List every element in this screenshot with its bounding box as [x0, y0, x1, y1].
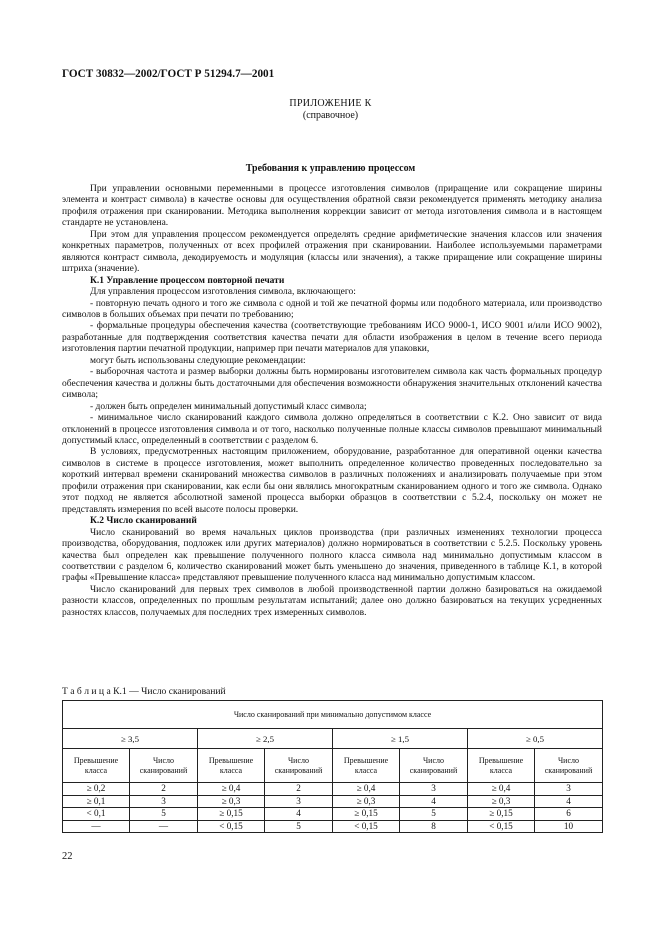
list-item: - должен быть определен минимальный допустимый класс символа; [90, 401, 367, 412]
column-header: Число сканирований [400, 749, 468, 783]
column-header: Число сканирований [265, 749, 333, 783]
table-cell: < 0,15 [468, 820, 535, 833]
column-header: Превышение класса [333, 749, 400, 783]
table-cell: 3 [400, 783, 468, 796]
column-header: Число сканирований [535, 749, 603, 783]
paragraph: Число сканирований для первых трех символов в любой производственной партии должно базироваться на ожидаемой разности классов, определенных по прошлым результатам испытаний; далее оно должно базироваться на текущих усредненных разностях классов, получаемых для последних трех измеренных символов. [62, 584, 602, 618]
paragraph: В условиях, предусмотренных настоящим приложением, оборудование, разработанное для оперативной оценки качества символов в системе в процессе изготовления, может выполнить определенное количество проведенных последовательно за короткий интервал времени сканирований множества символов в различных положениях и анализировать получаемые при этом профили отражения при сканировании, как если бы они являлись многократным сканированием одного и того же символа. Однако этот подход не является абсолютной заменой процесса выборки образцов в соответствии с 5.2.4, поскольку он может не представлять измерения по всей высоте полосы проверки. [62, 447, 602, 515]
table-cell: 8 [400, 820, 468, 833]
table-cell: 5 [130, 808, 198, 821]
group-header: ≥ 3,5 [63, 729, 198, 749]
paragraph: Для управления процессом изготовления символа, включающего: [90, 287, 356, 298]
table-cell: ≥ 0,3 [333, 795, 400, 808]
section-title: Требования к управлению процессом [245, 163, 416, 174]
document-header: ГОСТ 30832—2002/ГОСТ Р 51294.7—2001 [62, 68, 275, 80]
column-header: Превышение класса [198, 749, 265, 783]
table-cell: 2 [265, 783, 333, 796]
paragraph: При управлении основными переменными в процессе изготовления символов (приращение или сокращение ширины элемента и контраст символа) в качестве основы для осуществления обратной связи рекомендуется применять методику анализа профиля отражения при сканировании. Методика выполнения коррекции зависит от метода изготовления символа и в настоящем стандарте не установлена. [62, 184, 602, 229]
table-row [63, 795, 603, 808]
table-cell: < 0,1 [63, 808, 130, 821]
table-row [63, 783, 603, 796]
table-cell: ≥ 0,4 [468, 783, 535, 796]
table-row [63, 820, 603, 833]
table-cell: — [63, 820, 130, 833]
table-cell: < 0,15 [198, 820, 265, 833]
subsection-heading-k2: К.2 Число сканирований [90, 516, 197, 527]
body-text [62, 184, 602, 619]
list-item: - повторную печать одного и того же символа с одной и той же печатной формы или подобного материала, или производство символов в больших объемах при печати по требованию; [62, 298, 602, 320]
subsection-heading-k1: К.1 Управление процессом повторной печати [90, 275, 285, 286]
table-caption: Т а б л и ц а К.1 — Число сканирований [62, 686, 226, 697]
table-cell: ≥ 0,4 [333, 783, 400, 796]
table-cell: ≥ 0,3 [468, 795, 535, 808]
table-cell: ≥ 0,15 [198, 808, 265, 821]
table-cell: 3 [265, 795, 333, 808]
table-cell: ≥ 0,1 [63, 795, 130, 808]
scans-table [62, 700, 603, 833]
table-cell: < 0,15 [333, 820, 400, 833]
table-cell: 5 [400, 808, 468, 821]
column-header: Число сканирований [130, 749, 198, 783]
paragraph: Число сканирований во время начальных циклов производства (при различных изменениях технологии процесса производства, оборудования, подложек или других материалов) должно нормироваться в соответствии с 5.2.5. Поскольку уровень качества был определен как превышение полученного полного класса символа над минимально допустимым классом в соответствии с разделом 6, количество сканирований может быть уменьшено до значения, приведенного в таблице К.1, в которой графы «Превышение класса» представляют превышение полученного класса над минимально допустимым классом. [62, 527, 602, 584]
table-cell: ≥ 0,3 [198, 795, 265, 808]
table-cell: ≥ 0,4 [198, 783, 265, 796]
group-header: ≥ 2,5 [198, 729, 333, 749]
table-cell: ≥ 0,2 [63, 783, 130, 796]
appendix-heading [0, 98, 661, 122]
table-cell: 4 [400, 795, 468, 808]
list-item: - формальные процедуры обеспечения качества (соответствующие требованиям ИСО 9000-1, ИСО 9001 и/или ИСО 9002), разработанные для подтверждения соответствия качества печати для области изображения в целом в течение всего периода изготовления партии печатной продукции, например при печати материалов для упаковки, [62, 321, 602, 355]
table-cell: 6 [535, 808, 603, 821]
group-header: ≥ 1,5 [333, 729, 468, 749]
list-item: - выборочная частота и размер выборки должны быть нормированы изготовителем символа как часть формальных процедур обеспечения качества и должны быть достаточными для обеспечения возможности обнаружения значительных отклонений качества символа; [62, 367, 602, 401]
table-row [63, 808, 603, 821]
table-cell: — [130, 820, 198, 833]
appendix-subtitle: (справочное) [302, 110, 359, 121]
paragraph: могут быть использованы следующие рекомендации: [90, 355, 306, 366]
page-number: 22 [62, 851, 73, 862]
table-cell: ≥ 0,15 [333, 808, 400, 821]
table-cell: 4 [535, 795, 603, 808]
column-header: Превышение класса [468, 749, 535, 783]
table-header: Число сканирований при минимально допустимом классе [63, 701, 603, 729]
table-cell: 3 [130, 795, 198, 808]
appendix-title: ПРИЛОЖЕНИЕ К [289, 98, 372, 109]
table-cell: 2 [130, 783, 198, 796]
table-cell: 10 [535, 820, 603, 833]
table-cell: 4 [265, 808, 333, 821]
paragraph: При этом для управления процессом рекомендуется определять средние арифметические значения классов или значения конкретных параметров, полученных от всех профилей отражения при сканировании. Наиболее используемыми параметрами являются контраст символа, декодируемость и модуляция (классы или значения), а также приращение или сокращение ширины штриха (значение). [62, 229, 602, 275]
column-header: Превышение класса [63, 749, 130, 783]
table-cell: 3 [535, 783, 603, 796]
group-header: ≥ 0,5 [468, 729, 603, 749]
table-cell: 5 [265, 820, 333, 833]
table-cell: ≥ 0,15 [468, 808, 535, 821]
list-item: - минимальное число сканирований каждого символа должно определяться в соответствии с К.2. Оно зависит от вида отклонений в процессе изготовления символа и от того, насколько полученные полные классы символов превышают минимальный допустимый класс, определенный в соответствии с разделом 6. [62, 413, 602, 446]
